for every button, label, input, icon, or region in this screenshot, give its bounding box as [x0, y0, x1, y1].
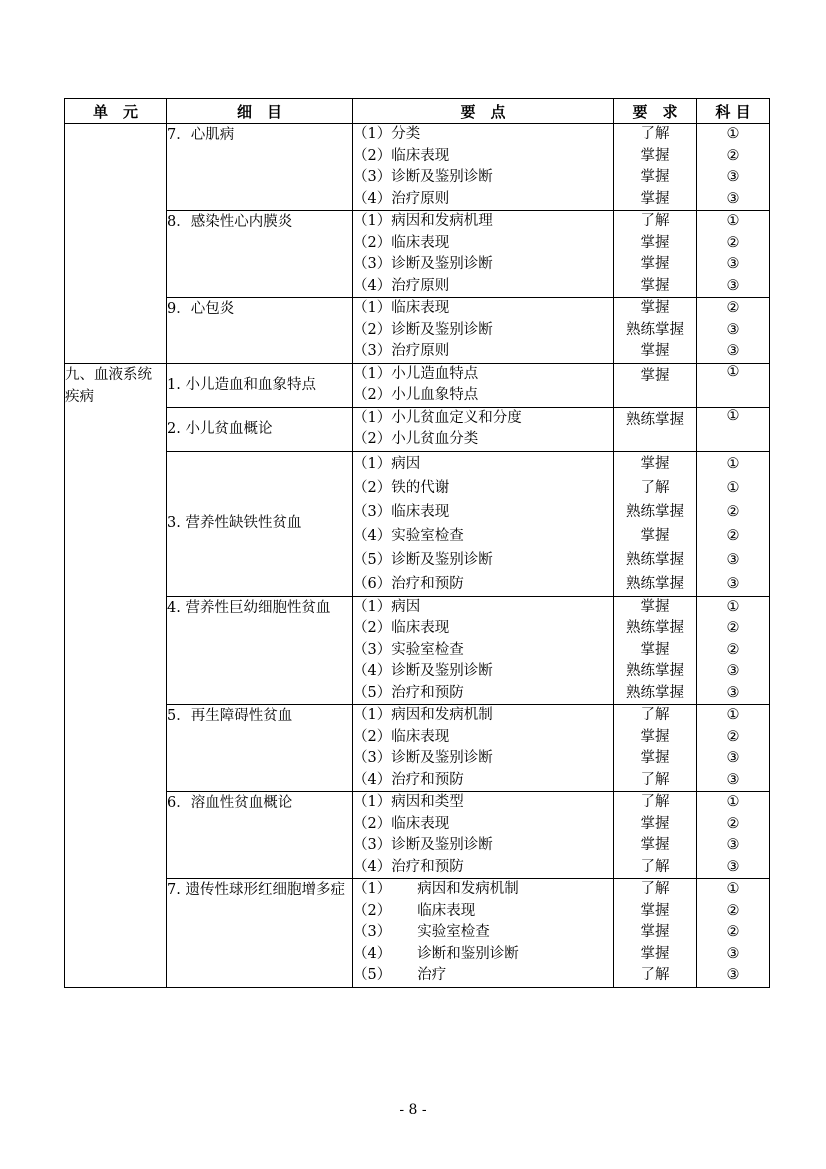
subject-text: ③: [726, 277, 740, 294]
point-text: [353, 901, 613, 923]
item-cell: 7．心肌病: [167, 124, 353, 211]
point-text: [353, 944, 613, 966]
subject-cell: [697, 705, 770, 792]
requirement-text: 熟练掌握: [626, 663, 684, 679]
point-text: （1）病因和发病机制: [353, 707, 493, 723]
requirement-cell: [614, 596, 697, 705]
unit-cell: [65, 124, 167, 364]
point-text: （1）小儿造血特点: [353, 365, 479, 382]
subject-text: ③: [726, 343, 740, 359]
requirement-text: 掌握: [640, 256, 670, 272]
points-cell: [353, 451, 614, 596]
point-text: （2）临床表现: [353, 234, 450, 251]
subject-text: ②: [726, 641, 740, 658]
requirement-text: 掌握: [640, 169, 670, 185]
item-cell: 3. 营养性缺铁性贫血: [167, 451, 353, 596]
item-cell: 6．溶血性贫血概论: [167, 792, 353, 879]
requirement-text: 掌握: [640, 728, 670, 745]
subject-text: ③: [726, 190, 740, 207]
table-row: [65, 879, 770, 988]
requirement-text: 了解: [640, 771, 670, 788]
subject-text: ①: [726, 455, 740, 472]
table-row: [65, 407, 770, 451]
requirement-text: 掌握: [640, 234, 670, 251]
requirement-cell: [614, 298, 697, 364]
point-text: （4）治疗和预防: [353, 771, 464, 788]
point-text: （2）小儿贫血分类: [353, 431, 479, 447]
subject-text: ③: [726, 750, 740, 766]
requirement-text: 掌握: [640, 300, 670, 316]
point-label: 治疗: [417, 967, 447, 983]
point-number: （4）: [353, 945, 392, 962]
point-text: （5）诊断及鉴别诊断: [353, 551, 493, 568]
subject-text: ③: [726, 256, 740, 272]
points-cell: [353, 124, 614, 211]
requirement-text: 掌握: [640, 837, 670, 853]
table-body: [65, 124, 770, 988]
point-text: （1）分类: [353, 126, 421, 142]
requirement-cell: [614, 705, 697, 792]
point-text: [353, 922, 613, 944]
page-number: - 8 -: [399, 1102, 427, 1118]
requirement-text: 了解: [640, 881, 670, 897]
syllabus-table: [64, 98, 770, 988]
table-row: [65, 211, 770, 298]
subject-text: ①: [726, 598, 740, 615]
subject-text: ①: [726, 707, 740, 723]
point-text: （2）临床表现: [353, 728, 450, 745]
point-text: （2）临床表现: [353, 147, 450, 164]
requirement-text: 掌握: [640, 190, 670, 207]
point-text: （6）治疗和预防: [353, 575, 464, 592]
point-text: （2）铁的代谢: [353, 479, 450, 496]
header-row: [65, 99, 770, 124]
subject-text: ③: [726, 169, 740, 185]
requirement-cell: [614, 792, 697, 879]
table-row: [65, 451, 770, 596]
subject-text: ③: [726, 858, 740, 875]
point-text: （1）小儿贫血定义和分度: [353, 409, 522, 426]
subject-text: ②: [726, 815, 740, 832]
requirement-text: 掌握: [640, 343, 670, 359]
point-text: （3）治疗原则: [353, 343, 450, 359]
point-text: （3）诊断及鉴别诊断: [353, 169, 493, 185]
subject-cell: [697, 451, 770, 596]
requirement-text: 了解: [640, 213, 670, 229]
requirement-text: 掌握: [640, 641, 670, 658]
subject-text: ③: [726, 551, 740, 568]
subject-cell: [697, 792, 770, 879]
subject-text: ③: [726, 967, 740, 983]
requirement-text: 掌握: [640, 598, 670, 615]
point-text: （4）实验室检查: [353, 527, 464, 544]
point-number: （2）: [353, 902, 392, 919]
requirement-text: 熟练掌握: [626, 575, 684, 592]
point-label: 诊断和鉴别诊断: [417, 945, 519, 962]
point-text: （4）治疗和预防: [353, 858, 464, 875]
subject-text: ②: [726, 234, 740, 251]
point-text: （2）诊断及鉴别诊断: [353, 321, 493, 338]
subject-cell: [697, 124, 770, 211]
requirement-text: 掌握: [640, 815, 670, 832]
point-number: （5）: [353, 967, 392, 983]
requirement-text: 熟练掌握: [626, 321, 684, 338]
requirement-text: 了解: [640, 858, 670, 875]
points-cell: [353, 596, 614, 705]
subject-text: ②: [726, 902, 740, 919]
point-text: （4）治疗原则: [353, 190, 450, 207]
requirement-text: 掌握: [640, 147, 670, 164]
table-row: [65, 705, 770, 792]
subject-cell: [697, 879, 770, 988]
point-text: （5）治疗和预防: [353, 684, 464, 701]
point-text: （4）治疗原则: [353, 277, 450, 294]
header-subject: 科 目: [697, 99, 770, 124]
table-row: [65, 596, 770, 705]
table-row: [65, 124, 770, 211]
subject-text: ③: [726, 684, 740, 701]
point-label: 临床表现: [417, 902, 476, 919]
subject-text: ③: [726, 663, 740, 679]
subject-text: ②: [726, 527, 740, 544]
item-cell: 7. 遗传性球形红细胞增多症: [167, 879, 353, 988]
subject-text: ②: [726, 300, 740, 316]
requirement-text: 掌握: [640, 750, 670, 766]
requirement-cell: [614, 124, 697, 211]
point-label: 实验室检查: [417, 924, 490, 940]
item-cell: 9．心包炎: [167, 298, 353, 364]
points-cell: [353, 211, 614, 298]
point-text: （4）诊断及鉴别诊断: [353, 663, 493, 679]
subject-text: ①: [726, 479, 740, 496]
subject-text: ③: [726, 771, 740, 788]
point-number: （1）: [353, 881, 392, 897]
point-text: （3）临床表现: [353, 503, 450, 520]
header-unit: 单 元: [65, 99, 167, 124]
point-text: （2）临床表现: [353, 815, 450, 832]
header-requirement: 要 求: [614, 99, 697, 124]
requirement-cell: [614, 211, 697, 298]
points-cell: [353, 298, 614, 364]
requirement-text: 了解: [640, 794, 670, 810]
item-cell: 1. 小儿造血和血象特点: [167, 363, 353, 407]
table-row: [65, 298, 770, 364]
subject-cell: [697, 298, 770, 364]
requirement-text: 熟练掌握: [626, 620, 684, 636]
subject-text: ①: [726, 126, 740, 142]
requirement-cell: [614, 451, 697, 596]
subject-text: ③: [726, 321, 740, 338]
point-number: （3）: [353, 924, 392, 940]
subject-text: ②: [726, 147, 740, 164]
subject-text: ②: [726, 503, 740, 520]
point-text: （1）病因和发病机理: [353, 213, 493, 229]
subject-text: ②: [726, 924, 740, 940]
item-cell: 8．感染性心内膜炎: [167, 211, 353, 298]
requirement-cell: 熟练掌握: [614, 407, 697, 451]
table-row: [65, 792, 770, 879]
points-cell: [353, 407, 614, 451]
table-row: [65, 363, 770, 407]
subject-cell: [697, 211, 770, 298]
point-text: （3）实验室检查: [353, 641, 464, 658]
requirement-text: 了解: [640, 479, 670, 496]
points-cell: [353, 363, 614, 407]
item-cell: 2. 小儿贫血概论: [167, 407, 353, 451]
requirement-text: 掌握: [640, 945, 670, 962]
points-cell: [353, 705, 614, 792]
requirement-text: 熟练掌握: [626, 503, 684, 520]
point-text: （1）病因: [353, 598, 421, 615]
point-text: [353, 879, 613, 901]
subject-cell: ①: [697, 363, 770, 407]
points-cell: [353, 792, 614, 879]
requirement-text: 了解: [640, 707, 670, 723]
points-cell: [353, 879, 614, 988]
item-cell: 4. 营养性巨幼细胞性贫血: [167, 596, 353, 705]
subject-text: ②: [726, 728, 740, 745]
subject-text: ③: [726, 945, 740, 962]
point-text: （3）诊断及鉴别诊断: [353, 256, 493, 272]
item-cell: 5．再生障碍性贫血: [167, 705, 353, 792]
subject-cell: [697, 596, 770, 705]
point-text: （1）病因: [353, 455, 421, 472]
subject-cell: ①: [697, 407, 770, 451]
header-points: 要 点: [353, 99, 614, 124]
point-text: （2）小儿血象特点: [353, 387, 479, 403]
requirement-text: 掌握: [640, 455, 670, 472]
requirement-text: 掌握: [640, 277, 670, 294]
requirement-text: 了解: [640, 967, 670, 983]
requirement-cell: [614, 879, 697, 988]
header-item: 细 目: [167, 99, 353, 124]
requirement-text: 了解: [640, 126, 670, 142]
subject-text: ①: [726, 213, 740, 229]
point-label: 病因和发病机制: [417, 881, 519, 897]
point-text: （3）诊断及鉴别诊断: [353, 837, 493, 853]
subject-text: ①: [726, 794, 740, 810]
point-text: [353, 965, 613, 987]
requirement-text: 掌握: [640, 902, 670, 919]
requirement-text: 熟练掌握: [626, 551, 684, 568]
point-text: （1）临床表现: [353, 300, 450, 316]
point-text: （1）病因和类型: [353, 794, 464, 810]
point-text: （3）诊断及鉴别诊断: [353, 750, 493, 766]
requirement-text: 熟练掌握: [626, 684, 684, 701]
requirement-text: 掌握: [640, 527, 670, 544]
requirement-cell: 掌握: [614, 363, 697, 407]
point-text: （2）临床表现: [353, 620, 450, 636]
subject-text: ①: [726, 881, 740, 897]
requirement-text: 掌握: [640, 924, 670, 940]
subject-text: ③: [726, 575, 740, 592]
subject-text: ③: [726, 837, 740, 853]
unit-cell: 九、血液系统疾病: [65, 363, 167, 987]
subject-text: ②: [726, 620, 740, 636]
